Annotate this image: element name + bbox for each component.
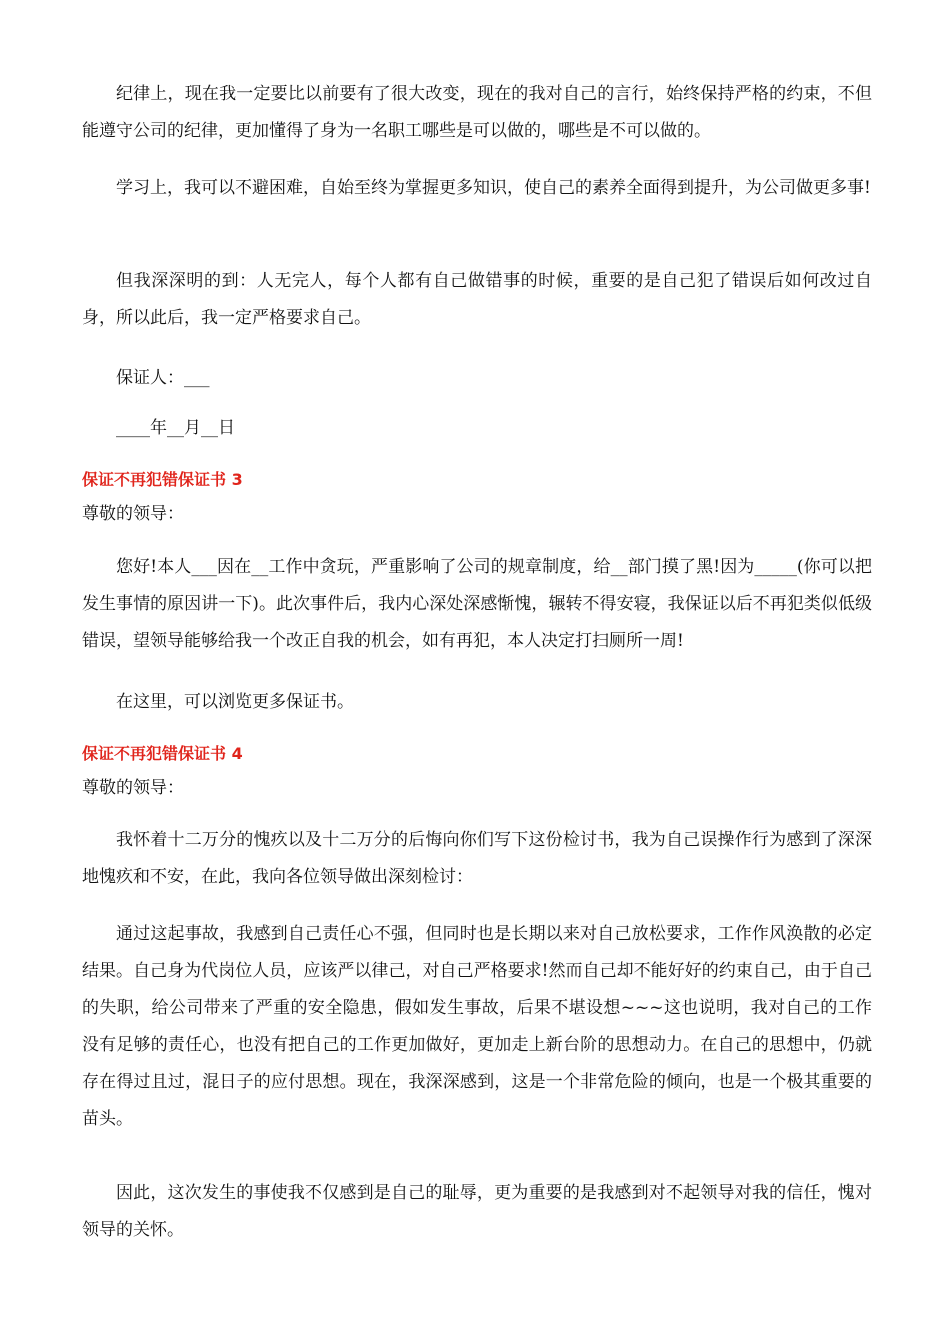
section-4-heading: 保证不再犯错保证书 4 bbox=[82, 744, 243, 763]
section-3-salutation: 尊敬的领导： bbox=[82, 504, 184, 524]
section-3-body: 您好!本人___因在__工作中贪玩，严重影响了公司的规章制度，给__部门摸了黑!因为_____(你可以把发生事情的原因讲一下)。此次事件后，我内心深处深感惭愧，辗转不得安寝，我保证以后不再犯类似低级错误，望领导能够给我一个改正自我的机会，如有再犯，本人决定打扫厕所一周! bbox=[82, 557, 872, 651]
section-4-paragraph-3: 因此，这次发生的事使我不仅感到是自己的耻辱，更为重要的是我感到对不起领导对我的信任，愧对领导的关怀。 bbox=[82, 1183, 872, 1240]
section-4-salutation: 尊敬的领导： bbox=[82, 778, 184, 798]
section-3-more: 在这里，可以浏览更多保证书。 bbox=[116, 692, 354, 712]
guarantor-line: 保证人：___ bbox=[116, 368, 210, 388]
date-line: ____年__月__日 bbox=[116, 418, 235, 438]
section-3-heading: 保证不再犯错保证书 3 bbox=[82, 470, 243, 489]
paragraph-study: 学习上，我可以不避困难，自始至终为掌握更多知识，使自己的素养全面得到提升，为公司做更多事! bbox=[116, 178, 871, 198]
section-4-paragraph-2: 通过这起事故，我感到自己责任心不强，但同时也是长期以来对自己放松要求，工作作风涣散的必定结果。自己身为代岗位人员，应该严以律己，对自己严格要求!然而自己却不能好好的约束自己，由于自己的失职，给公司带来了严重的安全隐患，假如发生事故，后果不堪设想~~~这也说明，我对自己的工作没有足够的责任心，也没有把自己的工作更加做好，更加走上新台阶的思想动力。在自己的思想中，仍就存在得过且过，混日子的应付思想。现在，我深深感到，这是一个非常危险的倾向，也是一个极其重要的苗头。 bbox=[82, 924, 872, 1129]
paragraph-discipline: 纪律上，现在我一定要比以前要有了很大改变，现在的我对自己的言行，始终保持严格的约束，不但能遵守公司的纪律，更加懂得了身为一名职工哪些是可以做的，哪些是不可以做的。 bbox=[82, 84, 872, 141]
section-4-paragraph-1: 我怀着十二万分的愧疚以及十二万分的后悔向你们写下这份检讨书，我为自己误操作行为感到了深深地愧疚和不安，在此，我向各位领导做出深刻检讨： bbox=[82, 830, 872, 887]
paragraph-resolution: 但我深深明的到：人无完人，每个人都有自己做错事的时候，重要的是自己犯了错误后如何改过自身，所以此后，我一定严格要求自己。 bbox=[82, 271, 872, 328]
